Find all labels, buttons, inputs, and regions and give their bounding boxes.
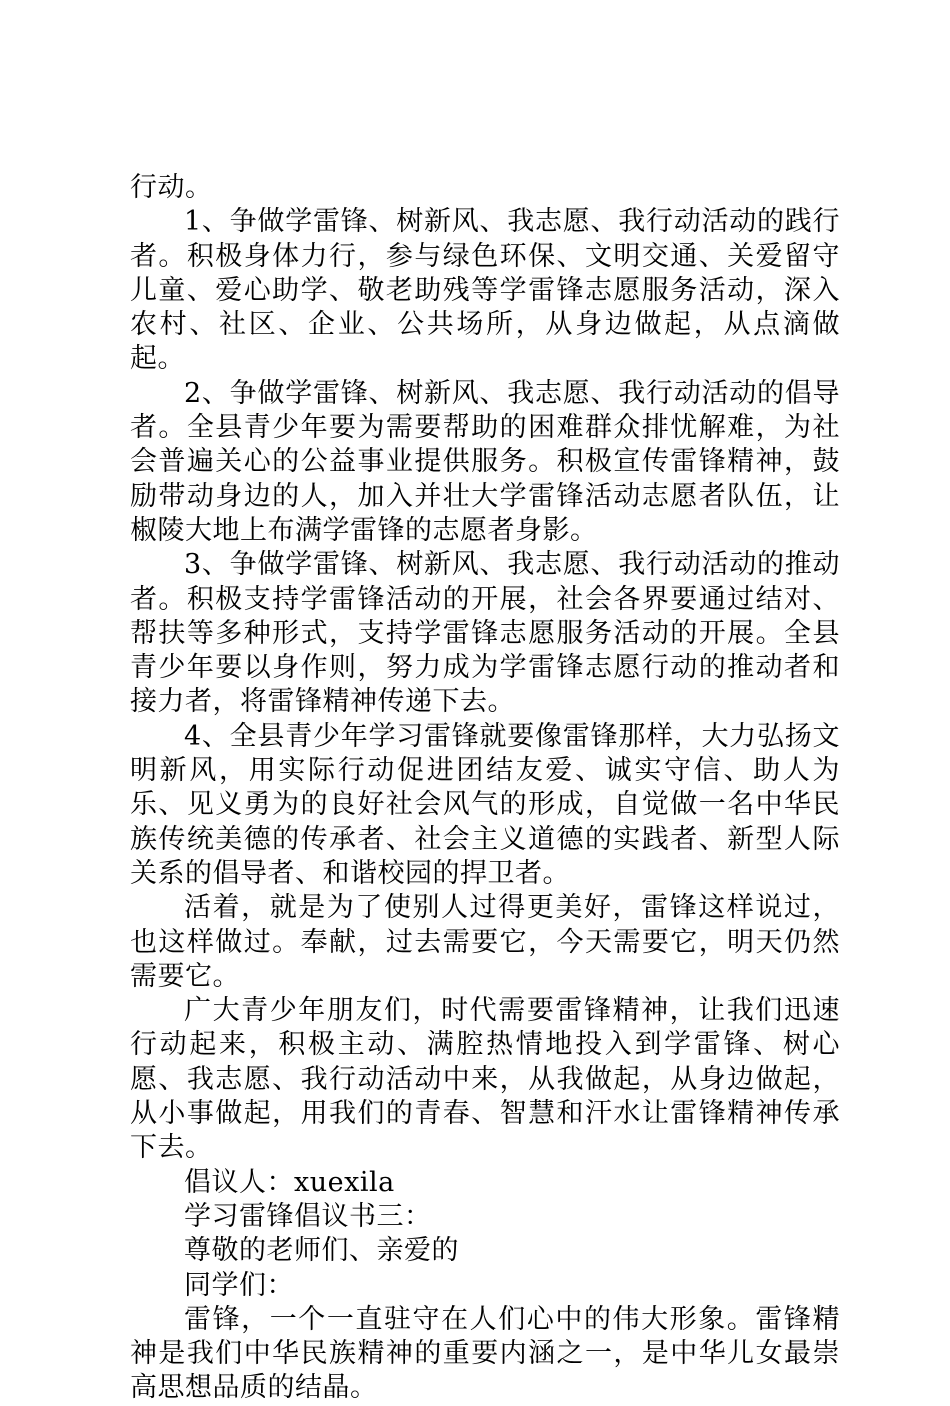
paragraph-item-4: 4、全县青少年学习雷锋就要像雷锋那样，大力弘扬文明新风，用实际行动促进团结友爱、诚实守信、助人为乐、见义勇为的良好社会风气的形成，自觉做一名中华民族传统美德的传承者、社会主义道德的实践者、新型人际关系的倡导者、和谐校园的捍卫者。 <box>130 720 840 889</box>
paragraph-item-1: 1、争做学雷锋、树新风、我志愿、我行动活动的践行者。积极身体力行，参与绿色环保、文明交通、关爱留守儿童、爱心助学、敬老助残等学雷锋志愿服务活动，深入农村、社区、企业、公共场所，从身边做起，从点滴做起。 <box>130 206 840 375</box>
salutation-line-1: 尊敬的老师们、亲爱的 <box>184 1235 459 1267</box>
paragraph-intro: 雷锋，一个一直驻守在人们心中的伟大形象。雷锋精神是我们中华民族精神的重要内涵之一，是中华儿女最崇高思想品质的结晶。 <box>130 1303 840 1404</box>
paragraph-continuation: 行动。 <box>130 172 213 203</box>
signature-line: 倡议人：xuexila <box>184 1166 395 1198</box>
paragraph-item-2: 2、争做学雷锋、树新风、我志愿、我行动活动的倡导者。全县青少年要为需要帮助的困难群众排忧解难，为社会普遍关心的公益事业提供服务。积极宣传雷锋精神，鼓励带动身边的人，加入并壮大学雷锋活动志愿者队伍，让椒陵大地上布满学雷锋的志愿者身影。 <box>130 377 840 546</box>
paragraph-quote: 活着，就是为了使别人过得更美好，雷锋这样说过，也这样做过。奉献，过去需要它，今天需要它，明天仍然需要它。 <box>130 892 840 992</box>
section-heading: 学习雷锋倡议书三： <box>184 1200 432 1232</box>
paragraph-item-3: 3、争做学雷锋、树新风、我志愿、我行动活动的推动者。积极支持学雷锋活动的开展，社会各界要通过结对、帮扶等多种形式，支持学雷锋志愿服务活动的开展。全县青少年要以身作则，努力成为学雷锋志愿行动的推动者和接力者，将雷锋精神传递下去。 <box>130 549 840 718</box>
paragraph-call-to-action: 广大青少年朋友们，时代需要雷锋精神，让我们迅速行动起来，积极主动、满腔热情地投入到学雷锋、树心愿、我志愿、我行动活动中来，从我做起，从身边做起，从小事做起，用我们的青春、智慧和汗水让雷锋精神传承下去。 <box>130 995 840 1164</box>
salutation-line-2: 同学们： <box>184 1269 294 1301</box>
document-body <box>130 171 840 1406</box>
